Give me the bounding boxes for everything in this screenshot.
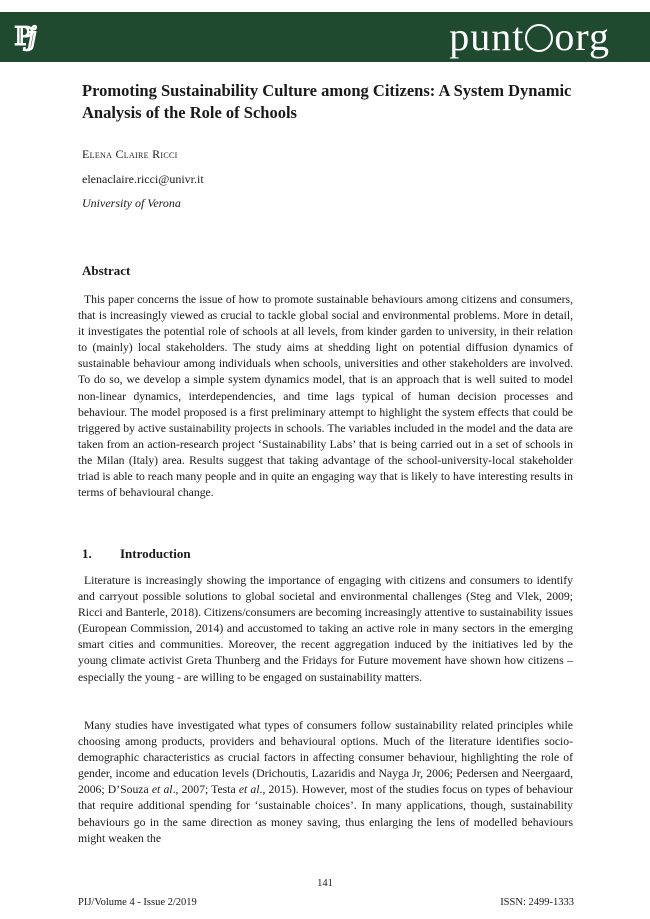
introduction-paragraph-1: Literature is increasingly showing the importance of engaging with citizens and consumers to identify and carryout possible solutions to global societal and environmental challenges (Steg and Vlek, 2009; Ricci and Banterle, 2018). Citizens/consumers are becoming increasingly attentive to sustainability issues (European Commission, 2014) and accustomed to taking an active role in many sectors in the emerging smart cities and communities. Moreover, the recent aggregation induced by the initiatives led by the young climate activist Greta Thunberg and the Fridays for Future movement have shown how citizens – especially the young - are willing to be engaged on sustainability matters. (78, 574, 573, 684)
brand-left-text: punt (449, 14, 525, 59)
author-email: elenaclaire.ricci@univr.it (82, 172, 204, 186)
author-name: Elena Claire Ricci (82, 147, 178, 161)
journal-logo-icon: ℙⅉ (14, 22, 31, 52)
paragraph-text-segment: Many studies have investigated what types of consumers follow sustainability related principles while choosing among products, providers and behavioural options. Much of the literature identifies socio-demographic characteristics as crucial factors in affecting consumer behaviour, highlighting the role of gender, income and education levels (Drichoutis, Lazaridis and Nayga Jr, 2006; Pedersen and Neergaard, 2006; D’Souza (78, 719, 573, 797)
journal-header-bar (0, 12, 650, 62)
footer-issn: ISSN: 2499-1333 (500, 897, 574, 908)
brand-wordmark (449, 16, 610, 58)
brand-ring-icon (525, 24, 553, 52)
paragraph-text-segment: ., 2007; Testa (172, 783, 239, 797)
page-number: 141 (317, 878, 333, 889)
paragraph-text-segment: ., 2015). However, most of the studies focus on types of behaviour that require additional spending for ‘sustainable choices’. In many applications, though, sustainability behaviours go in the same direction as money saving, thus enlarging the lens of modelled behaviours might weaken the (78, 783, 574, 845)
footer-volume: PIJ/Volume 4 - Issue 2/2019 (78, 897, 197, 908)
brand-right-text: org (554, 14, 610, 59)
citation-et-al: et al (238, 783, 260, 797)
introduction-paragraph-2 (78, 718, 573, 847)
introduction-heading (82, 546, 191, 562)
abstract-text: This paper concerns the issue of how to promote sustainable behaviours among citizens and consumers, that is increasingly viewed as crucial to tackle global social and environmental problems. More in detail, it investigates the potential role of schools at all levels, from kinder garden to university, in their relation to (mainly) local stakeholders. The study aims at shedding light on potential diffusion dynamics of sustainable behaviour among individuals when schools, universities and other stakeholders are involved. To do so, we develop a simple system dynamics model, that is an approach that is well suited to model non-linear dynamics, interdependencies, and time lags typical of human decision processes and behaviour. The model proposed is a first preliminary attempt to highlight the system effects that could be triggered by active sustainability projects in schools. The variables included in the model and the data are taken from an action-research project ‘Sustainability Labs’ that is being carried out in a set of schools in the Milan (Italy) area. Results suggest that taking advantage of the school-university-local stakeholder triad is able to reach many people and in quite an engaging way that is likely to have interesting results in terms of behavioural change. (78, 293, 573, 500)
author-affiliation: University of Verona (82, 196, 181, 210)
section-number: 1. (82, 546, 92, 561)
paper-title: Promoting Sustainability Culture among Citizens: A System Dynamic Analysis of the Role of Schools (82, 81, 572, 122)
section-title: Introduction (120, 546, 191, 561)
citation-et-al: et al (151, 783, 173, 797)
abstract-heading: Abstract (82, 263, 131, 278)
